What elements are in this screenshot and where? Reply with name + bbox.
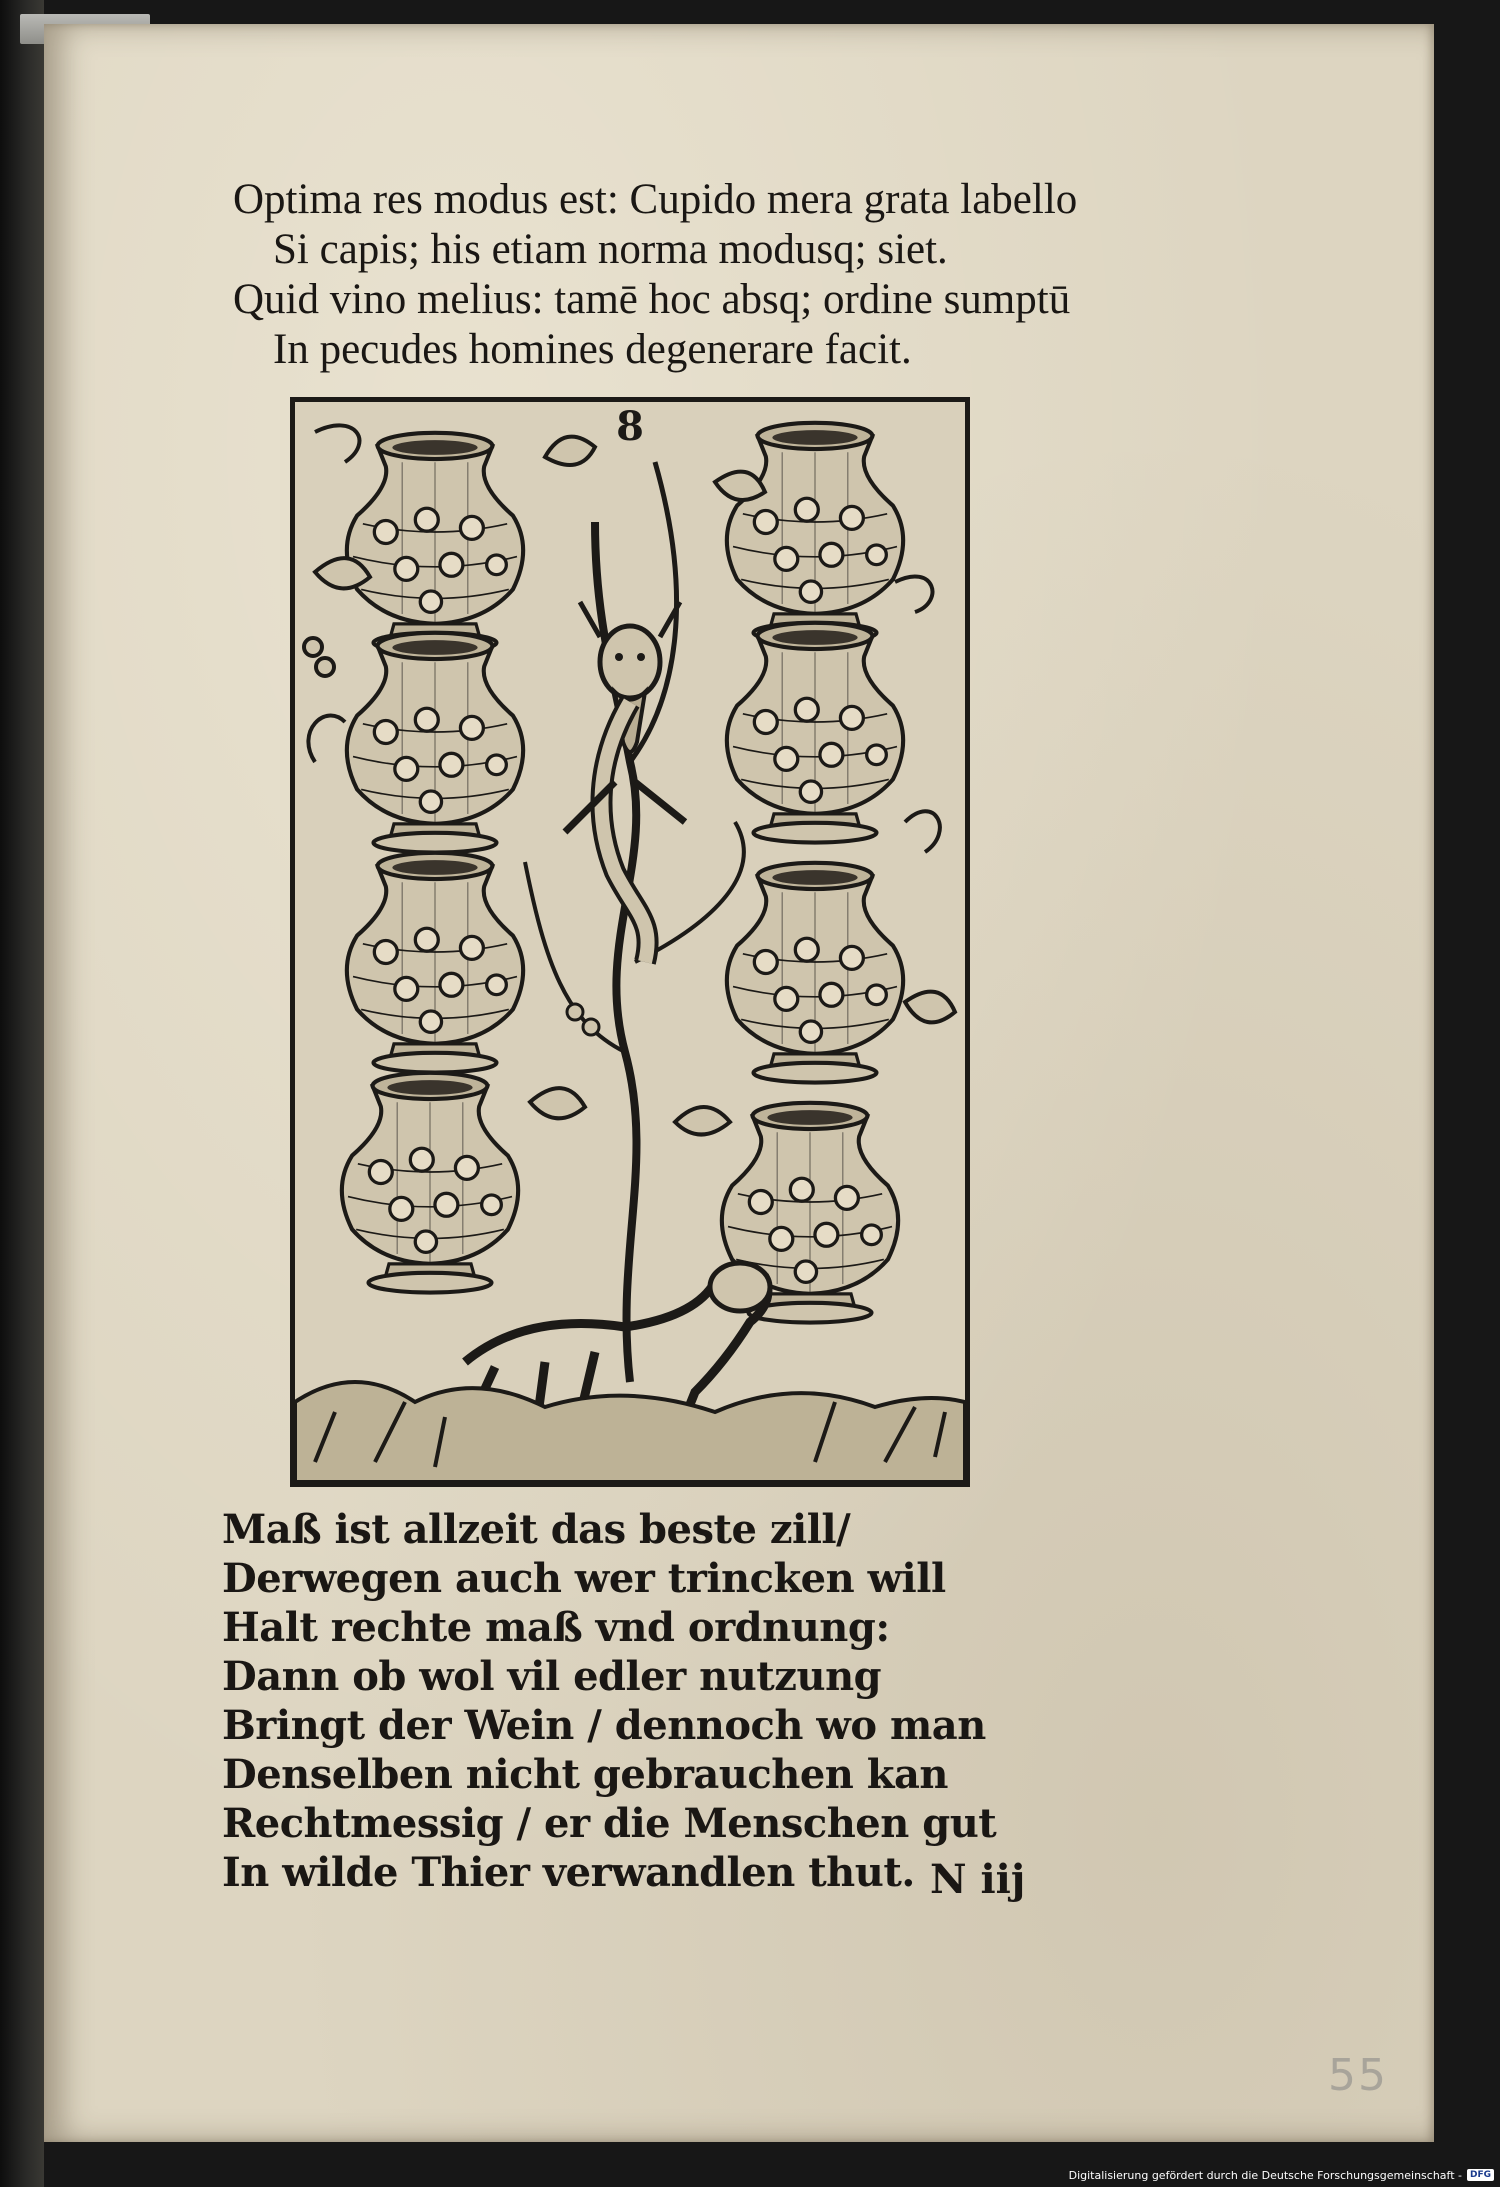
latin-line-2: Si capis; his etiam norma modusq; siet. [273,226,948,273]
german-line-3: Halt rechte maß vnd ordnung: [222,1604,890,1651]
latin-line-3: Quid vino melius: tamē hoc absq; ordine sumptū [233,276,1071,323]
digitization-footer [1069,2165,1494,2185]
latin-line-1: Optima res modus est: Cupido mera grata labello [233,176,1078,223]
signature-mark: N iij [930,1856,1026,1903]
german-line-6: Denselben nicht gebrauchen kan [222,1751,948,1798]
dfg-logo-icon: DFG [1467,2169,1494,2181]
german-line-7: Rechtmessig / er die Menschen gut [222,1800,997,1847]
woodcut-svg [295,402,965,1482]
german-line-5: Bringt der Wein / dennoch wo man [222,1702,986,1749]
german-line-8: In wilde Thier verwandlen thut. [222,1849,915,1896]
woodcut-illustration [290,397,970,1487]
latin-line-4: In pecudes homines degenerare facit. [273,326,912,373]
pencil-folio-number: 55 [1328,2050,1388,2101]
jar-right-1 [727,423,903,643]
jar-left-3 [347,853,523,1073]
book-spine [0,0,44,2187]
jar-right-2 [727,623,903,843]
jar-left-4 [342,1073,518,1293]
german-line-4: Dann ob wol vil edler nutzung [222,1653,882,1700]
jar-left-1 [347,433,523,653]
german-line-1: Maß ist allzeit das beste zill/ [222,1506,851,1553]
german-line-2: Derwegen auch wer trincken will [222,1555,946,1602]
jar-right-3 [727,863,903,1083]
footer-text: Digitalisierung gefördert durch die Deutsche Forschungsgemeinschaft - [1068,2168,1462,2182]
satyr-figure [565,602,685,962]
german-verse [222,1505,1122,1897]
latin-verse [233,175,1213,375]
jar-left-2 [347,633,523,853]
card-number: 8 [616,403,644,450]
